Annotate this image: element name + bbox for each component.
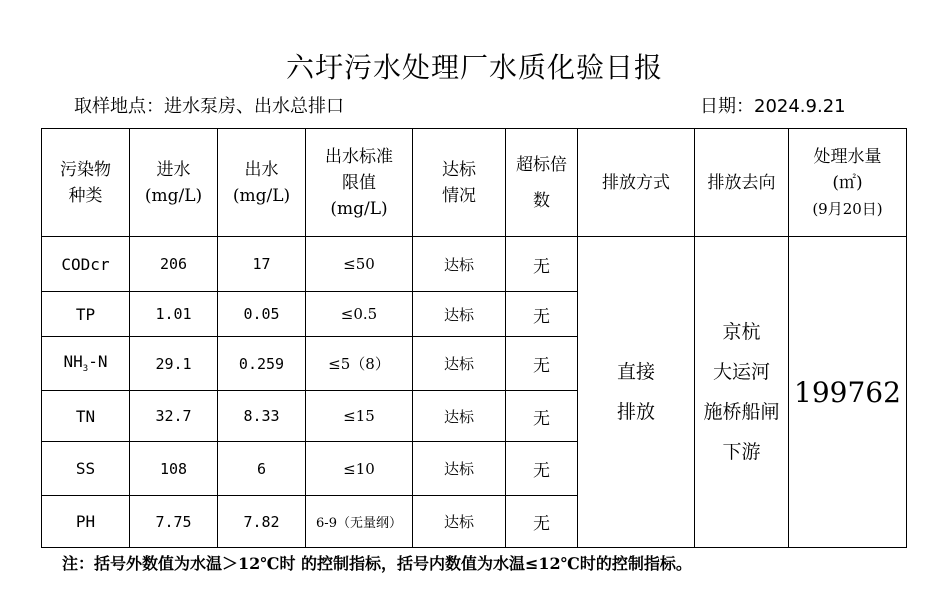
water-quality-table	[41, 128, 907, 548]
standard-limit: ≤50	[306, 237, 413, 292]
effluent-value: 8.33	[218, 391, 306, 442]
header-effluent: 出水 (mg/L)	[218, 129, 306, 237]
sampling-location: 取样地点：进水泵房、出水总排口	[74, 96, 344, 117]
influent-value: 7.75	[130, 496, 218, 548]
effluent-value: 7.82	[218, 496, 306, 548]
standard-limit: ≤5（8）	[306, 337, 413, 391]
excess-multiple: 无	[506, 237, 578, 292]
effluent-value: 17	[218, 237, 306, 292]
header-pollutant: 污染物 种类	[42, 129, 130, 237]
excess-multiple: 无	[506, 442, 578, 496]
table-row	[42, 237, 907, 292]
header-status: 达标 情况	[413, 129, 506, 237]
standard-limit: ≤0.5	[306, 292, 413, 337]
influent-value: 32.7	[130, 391, 218, 442]
header-method: 排放方式	[578, 129, 695, 237]
effluent-value: 0.259	[218, 337, 306, 391]
header-volume: 处理水量 (㎡) (9月20日)	[789, 129, 907, 237]
report-date: 日期：2024.9.21	[700, 96, 846, 117]
pollutant-name: PH	[42, 496, 130, 548]
standard-limit: ≤10	[306, 442, 413, 496]
excess-multiple: 无	[506, 337, 578, 391]
influent-value: 1.01	[130, 292, 218, 337]
header-excess: 超标倍 数	[506, 129, 578, 237]
compliance-status: 达标	[413, 496, 506, 548]
standard-limit: 6-9（无量纲）	[306, 496, 413, 548]
effluent-value: 0.05	[218, 292, 306, 337]
header-row	[42, 129, 907, 237]
influent-value: 29.1	[130, 337, 218, 391]
treated-volume: 199762	[789, 237, 907, 548]
excess-multiple: 无	[506, 496, 578, 548]
pollutant-name: TN	[42, 391, 130, 442]
pollutant-name: SS	[42, 442, 130, 496]
compliance-status: 达标	[413, 442, 506, 496]
report-title: 六圩污水处理厂水质化验日报	[285, 51, 663, 84]
discharge-destination: 京杭 大运河 施桥船闸 下游	[695, 237, 789, 548]
compliance-status: 达标	[413, 337, 506, 391]
discharge-method: 直接 排放	[578, 237, 695, 548]
influent-value: 108	[130, 442, 218, 496]
compliance-status: 达标	[413, 391, 506, 442]
compliance-status: 达标	[413, 292, 506, 337]
compliance-status: 达标	[413, 237, 506, 292]
effluent-value: 6	[218, 442, 306, 496]
header-influent: 进水 (mg/L)	[130, 129, 218, 237]
excess-multiple: 无	[506, 391, 578, 442]
excess-multiple: 无	[506, 292, 578, 337]
standard-limit: ≤15	[306, 391, 413, 442]
footnote: 注：括号外数值为水温＞12℃时 的控制指标，括号内数值为水温≤12℃时的控制指标。	[62, 554, 692, 573]
influent-value: 206	[130, 237, 218, 292]
header-destination: 排放去向	[695, 129, 789, 237]
pollutant-name: TP	[42, 292, 130, 337]
pollutant-name: CODcr	[42, 237, 130, 292]
header-standard: 出水标准 限值 (mg/L)	[306, 129, 413, 237]
pollutant-name: $NH_3-N$	[42, 337, 130, 391]
